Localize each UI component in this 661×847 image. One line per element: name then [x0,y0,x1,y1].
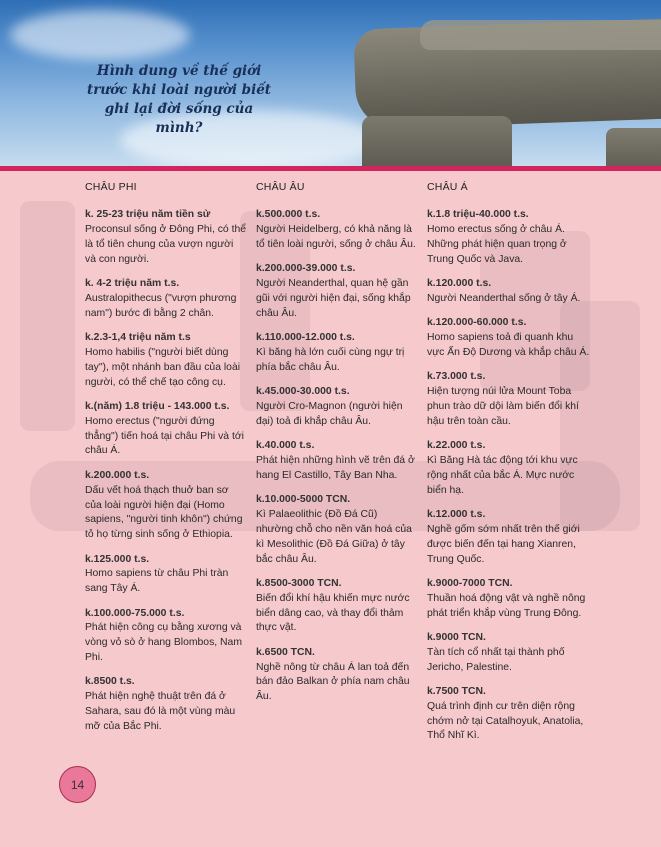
timeline-entry [427,370,592,430]
entry-text: Tàn tích cổ nhất tại thành phố Jericho, Palestine. [427,646,565,673]
stone-right-image [606,128,661,166]
entry-text: Kì băng hà lớn cuối cùng ngự trị phía bắc châu Âu. [256,346,405,373]
entry-date: k.100.000-75.000 t.s. [85,607,185,619]
entry-text: Thuần hoá động vật và nghề nông phát triển khắp vùng Trung Đông. [427,592,586,619]
timeline-entry [427,508,592,568]
timeline-entry [85,553,247,598]
entry-date: k.2.3-1,4 triệu năm t.s [85,331,191,343]
entry-date: k.200.000 t.s. [85,469,150,481]
timeline-entry [427,577,592,622]
timeline-entry [427,277,592,307]
timeline-entry [427,208,592,268]
entry-text: Kì Palaeolithic (Đồ Đá Cũ) nhường chỗ cho nền văn hoá của kì Mesolithic (Đồ Đá Giữa) ở tây bắc châu Âu. [256,508,412,565]
entry-text: Homo erectus sống ở châu Á. Những phát hiện quan trọng ở Trung Quốc và Java. [427,223,567,265]
entry-text: Australopithecus ("vượn phương nam") bước đi bằng 2 chân. [85,292,237,319]
entry-text: Nghề nông từ châu Á lan toả đến bán đảo Balkan ở phía nam châu Âu. [256,661,410,703]
entry-text: Homo erectus ("người đứng thẳng") tiến hoá tại châu Phi và tới châu Á. [85,415,244,457]
timeline-entry [427,685,592,745]
timeline-entry [427,316,592,361]
timeline-entry [256,493,416,568]
entry-date: k.1.8 triệu-40.000 t.s. [427,208,529,220]
entry-date: k.120.000-60.000 t.s. [427,316,527,328]
column-heading: CHÂU PHI [85,181,137,193]
entry-text: Proconsul sống ở Đông Phi, có thể là tổ tiên chung của vượn người và con người. [85,223,247,265]
entry-text: Kì Băng Hà tác động tới khu vực rộng nhất của bắc Á. Mực nước biển hạ. [427,454,578,496]
column-africa [85,180,247,744]
entry-date: k.73.000 t.s. [427,370,486,382]
timeline-entry [256,439,416,484]
entry-date: k.(năm) 1.8 triệu - 143.000 t.s. [85,400,230,412]
entry-date: k.110.000-12.000 t.s. [256,331,355,343]
entry-text: Phát hiện nghệ thuật trên đá ở Sahara, sau đó là một vùng màu mỡ của Bắc Phi. [85,691,236,733]
page-title: Hình dung về thế giới trước khi loài người biết ghi lại đời sống của mình? [86,63,272,136]
entry-date: k.12.000 t.s. [427,508,486,520]
entry-date: k.120.000 t.s. [427,277,492,289]
entry-date: k.6500 TCN. [256,646,315,658]
timeline-entry [427,631,592,676]
timeline-entry [85,469,247,544]
entry-date: k.22.000 t.s. [427,439,486,451]
header-photo [0,0,661,166]
entry-text: Quá trình định cư trên diện rộng chớm nở tại Catalhoyuk, Anatolia, Thổ Nhĩ Kì. [427,700,584,742]
entry-date: k.125.000 t.s. [85,553,150,565]
entry-date: k.200.000-39.000 t.s. [256,262,356,274]
entry-text: Người Heidelberg, có khả năng là tổ tiên loài người, sống ở châu Âu. [256,223,416,250]
entry-text: Nghề gốm sớm nhất trên thế giới được biến đến tại hang Xianren, Trung Quốc. [427,523,580,565]
entry-date: k.7500 TCN. [427,685,486,697]
column-europe [256,180,416,715]
column-heading: CHÂU ÂU [256,181,305,193]
timeline-entry [256,385,416,430]
entry-text: Homo sapiens từ châu Phi tràn sang Tây Á. [85,568,229,595]
entry-text: Phát hiện công cụ bằng xương và vòng vỏ sò ở hang Blombos, Nam Phi. [85,622,242,664]
timeline-entry [85,208,247,268]
entry-date: k.8500-3000 TCN. [256,577,342,589]
stone-upright-image [362,116,512,166]
entry-text: Hiện tượng núi lửa Mount Toba phun trào dữ dội làm biến đổi khí hậu trên toàn cầu. [427,385,579,427]
entry-text: Người Neanderthal sống ở tây Á. [427,292,581,304]
timeline-entry [256,331,416,376]
timeline-entry [85,607,247,667]
entry-date: k. 25-23 triệu năm tiền sử [85,208,211,220]
entry-date: k.500.000 t.s. [256,208,321,220]
timeline-entry [427,439,592,499]
cloud-shape [10,10,190,60]
stone-highlight-image [420,20,661,50]
column-heading: CHÂU Á [427,181,468,193]
entry-date: k.45.000-30.000 t.s. [256,385,350,397]
page-number-badge: 14 [59,766,96,803]
timeline-entry [85,400,247,460]
column-asia [427,180,592,754]
entry-text: Biến đổi khí hậu khiến mực nước biển dâng cao, và thay đổi thảm thực vật. [256,592,410,634]
entry-text: Dấu vết hoá thạch thuở ban sơ của loài người hiện đại (Homo sapiens, "người tinh khôn") chứng tỏ họ từng sinh sống ở Ethiopia. [85,484,243,541]
entry-date: k.9000-7000 TCN. [427,577,513,589]
entry-text: Phát hiện những hình vẽ trên đá ở hang El Castillo, Tây Ban Nha. [256,454,415,481]
entry-text: Người Cro-Magnon (người hiện đại) toả đi khắp châu Âu. [256,400,403,427]
entry-date: k.10.000-5000 TCN. [256,493,351,505]
timeline-entry [85,331,247,391]
timeline-entry [256,646,416,706]
entry-date: k.40.000 t.s. [256,439,315,451]
entry-text: Homo habilis ("người biết dùng tay"), một nhánh ban đầu của loài người, có thể chế tạo công cụ. [85,346,241,388]
entry-text: Homo sapiens toả đi quanh khu vực Ấn Độ Dương và khắp châu Á. [427,331,590,358]
entry-date: k.9000 TCN. [427,631,486,643]
timeline-entry [256,208,416,253]
timeline-entry [85,277,247,322]
timeline-entry [256,577,416,637]
timeline-entry [85,675,247,735]
entry-text: Người Neanderthal, quan hệ gần gũi với người hiện đại, sống khắp châu Âu. [256,277,411,319]
entry-date: k.8500 t.s. [85,676,135,688]
entry-date: k. 4-2 triệu năm t.s. [85,277,180,289]
timeline-entry [256,262,416,322]
